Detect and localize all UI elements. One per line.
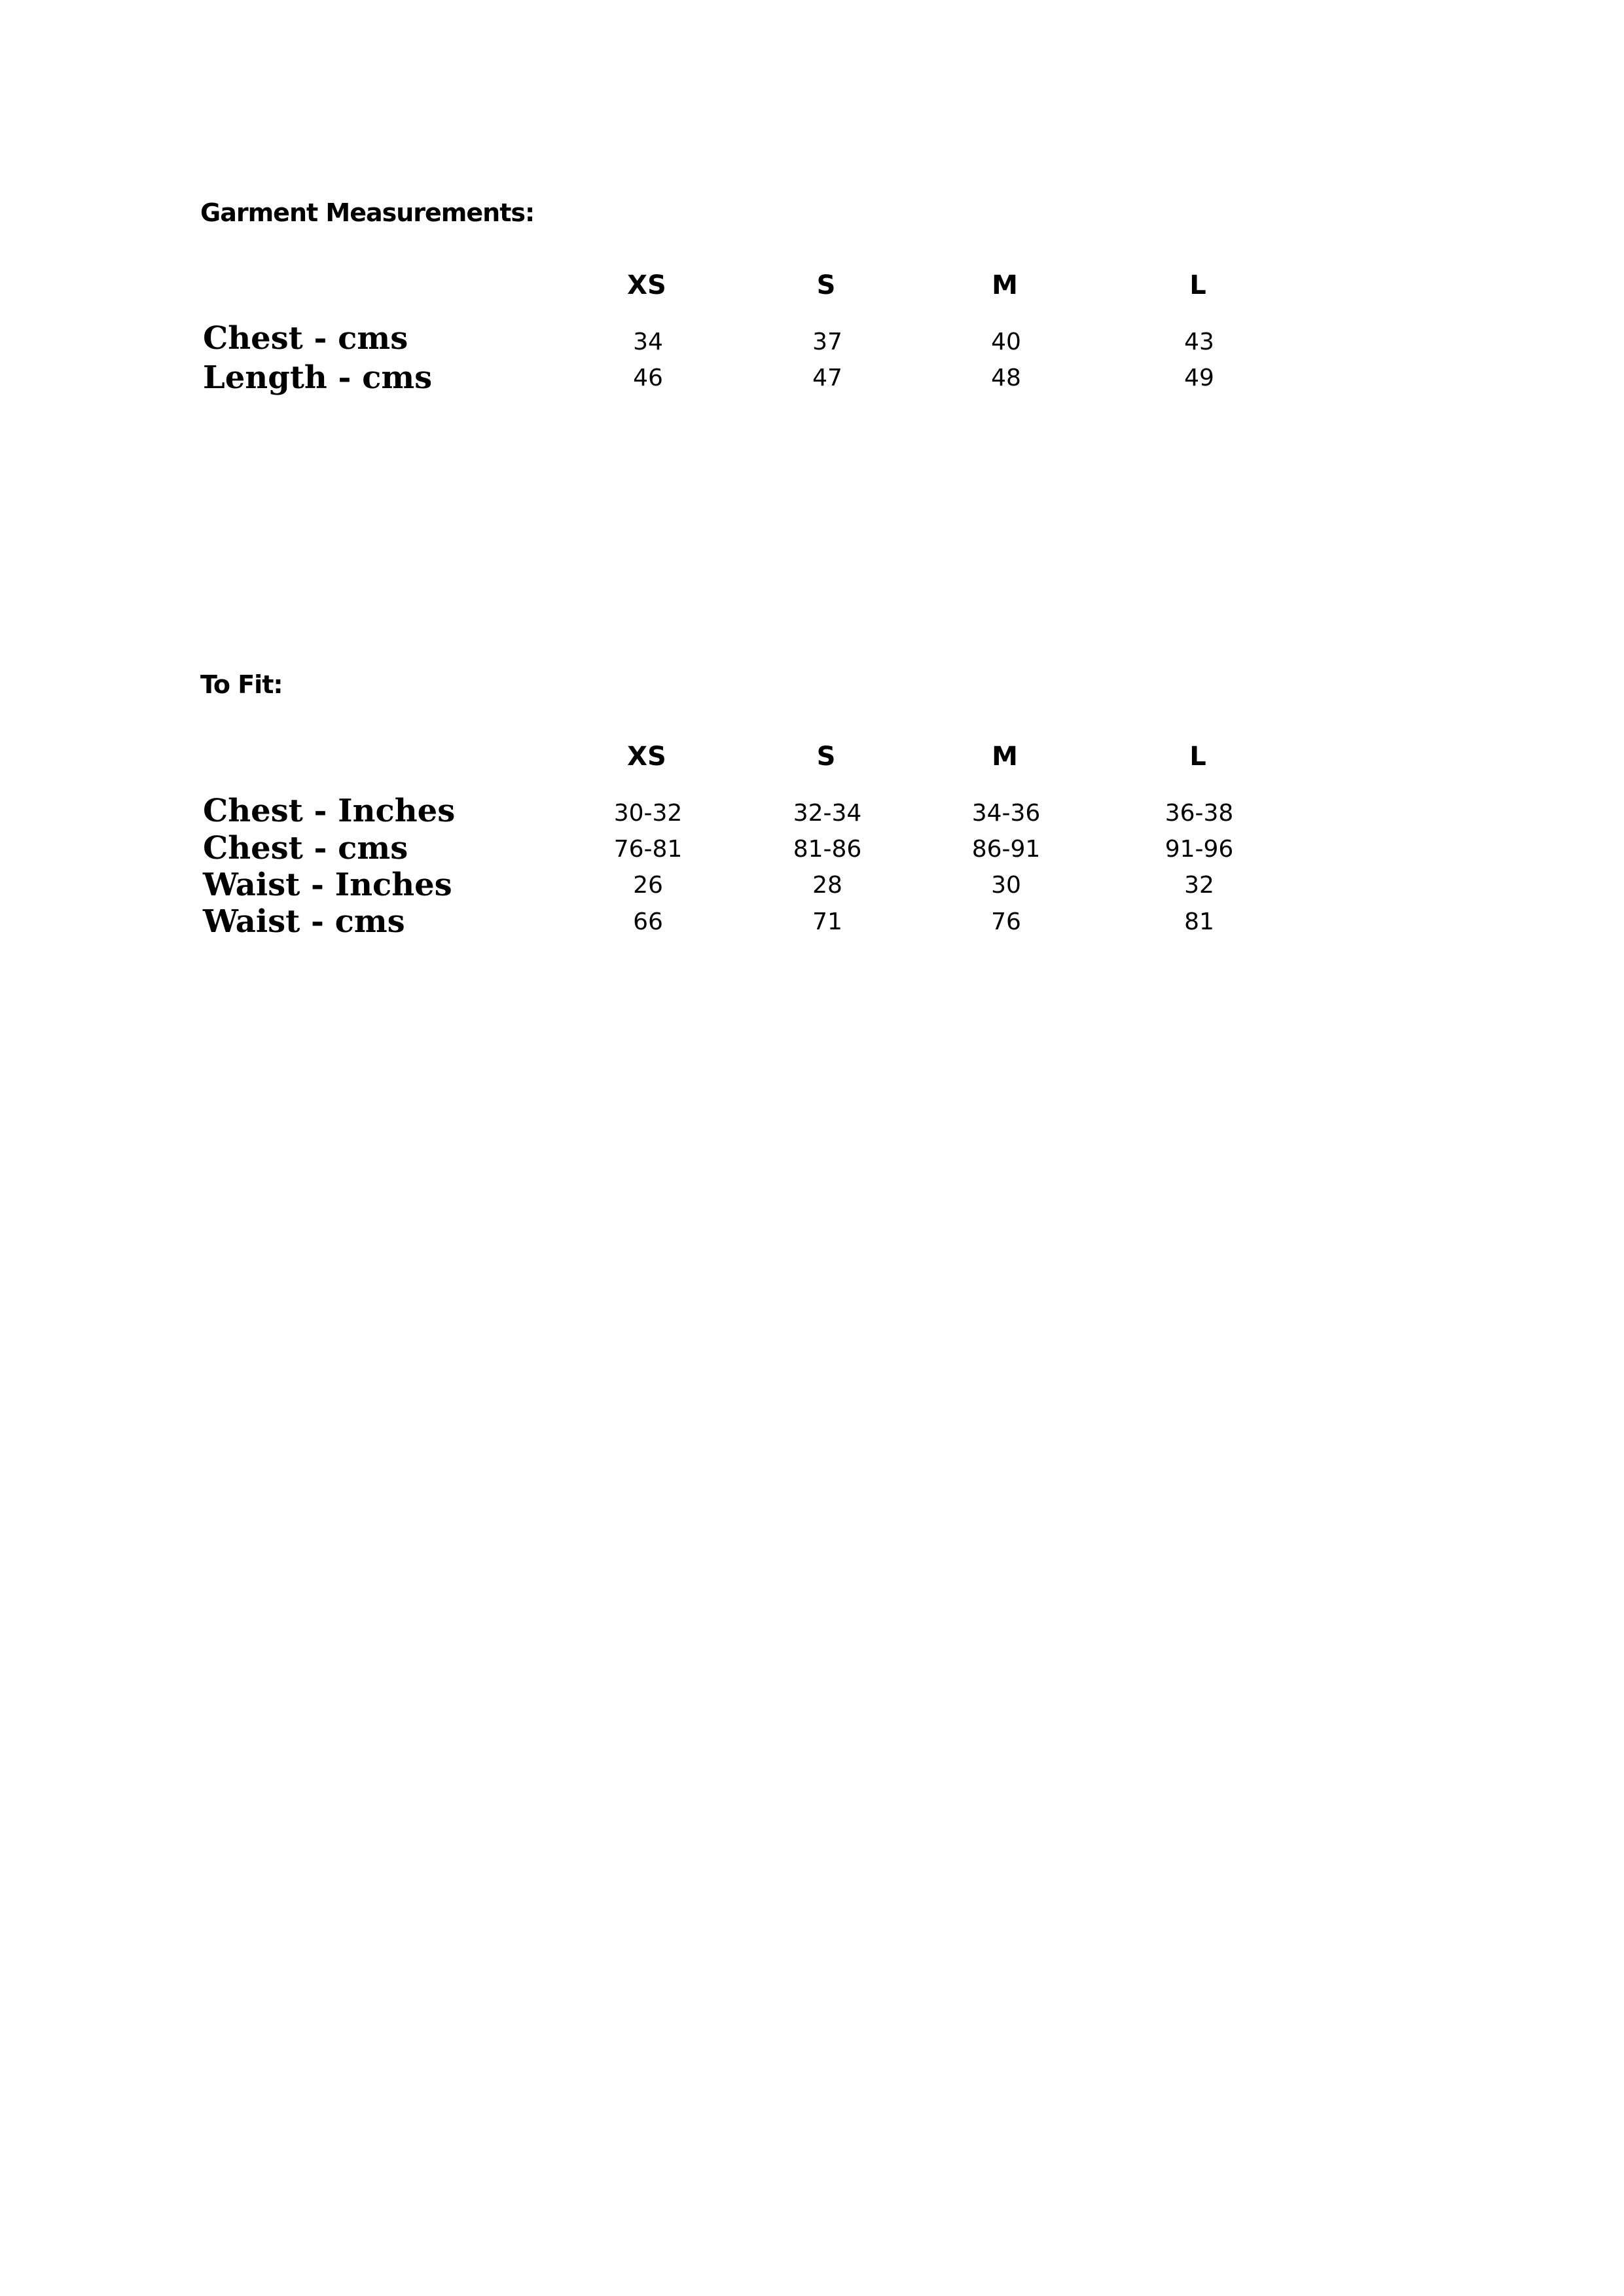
garment-cell-m: 40 bbox=[991, 329, 1021, 355]
fit-cell-s: 28 bbox=[812, 872, 842, 899]
fit-cell-l: 36-38 bbox=[1164, 800, 1234, 827]
to-fit-title: To Fit: bbox=[200, 670, 283, 699]
fit-size-header-m: M bbox=[992, 742, 1018, 772]
fit-cell-xs: 30-32 bbox=[613, 800, 683, 827]
fit-cell-xs: 76-81 bbox=[613, 836, 683, 863]
fit-cell-l: 81 bbox=[1184, 908, 1214, 935]
garment-measurements-title: Garment Measurements: bbox=[200, 198, 535, 227]
fit-cell-s: 71 bbox=[812, 908, 842, 935]
fit-cell-xs: 66 bbox=[633, 908, 663, 935]
garment-size-header-xs: XS bbox=[627, 270, 666, 300]
fit-cell-s: 81-86 bbox=[793, 836, 862, 863]
fit-row-label: Chest - Inches bbox=[203, 793, 456, 829]
fit-row-label: Chest - cms bbox=[203, 830, 408, 867]
fit-cell-l: 32 bbox=[1184, 872, 1214, 899]
fit-row-label: Waist - Inches bbox=[203, 867, 452, 903]
fit-cell-m: 76 bbox=[991, 908, 1021, 935]
garment-cell-l: 43 bbox=[1184, 329, 1214, 355]
fit-size-header-xs: XS bbox=[627, 742, 666, 772]
garment-size-header-s: S bbox=[816, 270, 836, 300]
fit-cell-m: 34-36 bbox=[971, 800, 1041, 827]
fit-cell-m: 30 bbox=[991, 872, 1021, 899]
fit-cell-s: 32-34 bbox=[793, 800, 862, 827]
fit-size-header-l: L bbox=[1189, 742, 1206, 772]
garment-row-label: Chest - cms bbox=[203, 320, 408, 357]
garment-row-label: Length - cms bbox=[203, 359, 433, 396]
garment-size-header-m: M bbox=[992, 270, 1018, 300]
fit-cell-m: 86-91 bbox=[971, 836, 1041, 863]
fit-cell-l: 91-96 bbox=[1164, 836, 1234, 863]
fit-size-header-s: S bbox=[816, 742, 836, 772]
fit-row-label: Waist - cms bbox=[203, 903, 405, 940]
garment-cell-m: 48 bbox=[991, 365, 1021, 391]
garment-cell-xs: 34 bbox=[633, 329, 663, 355]
fit-cell-xs: 26 bbox=[633, 872, 663, 899]
garment-cell-l: 49 bbox=[1184, 365, 1214, 391]
garment-cell-s: 37 bbox=[812, 329, 842, 355]
garment-cell-xs: 46 bbox=[633, 365, 663, 391]
garment-cell-s: 47 bbox=[812, 365, 842, 391]
garment-size-header-l: L bbox=[1189, 270, 1206, 300]
